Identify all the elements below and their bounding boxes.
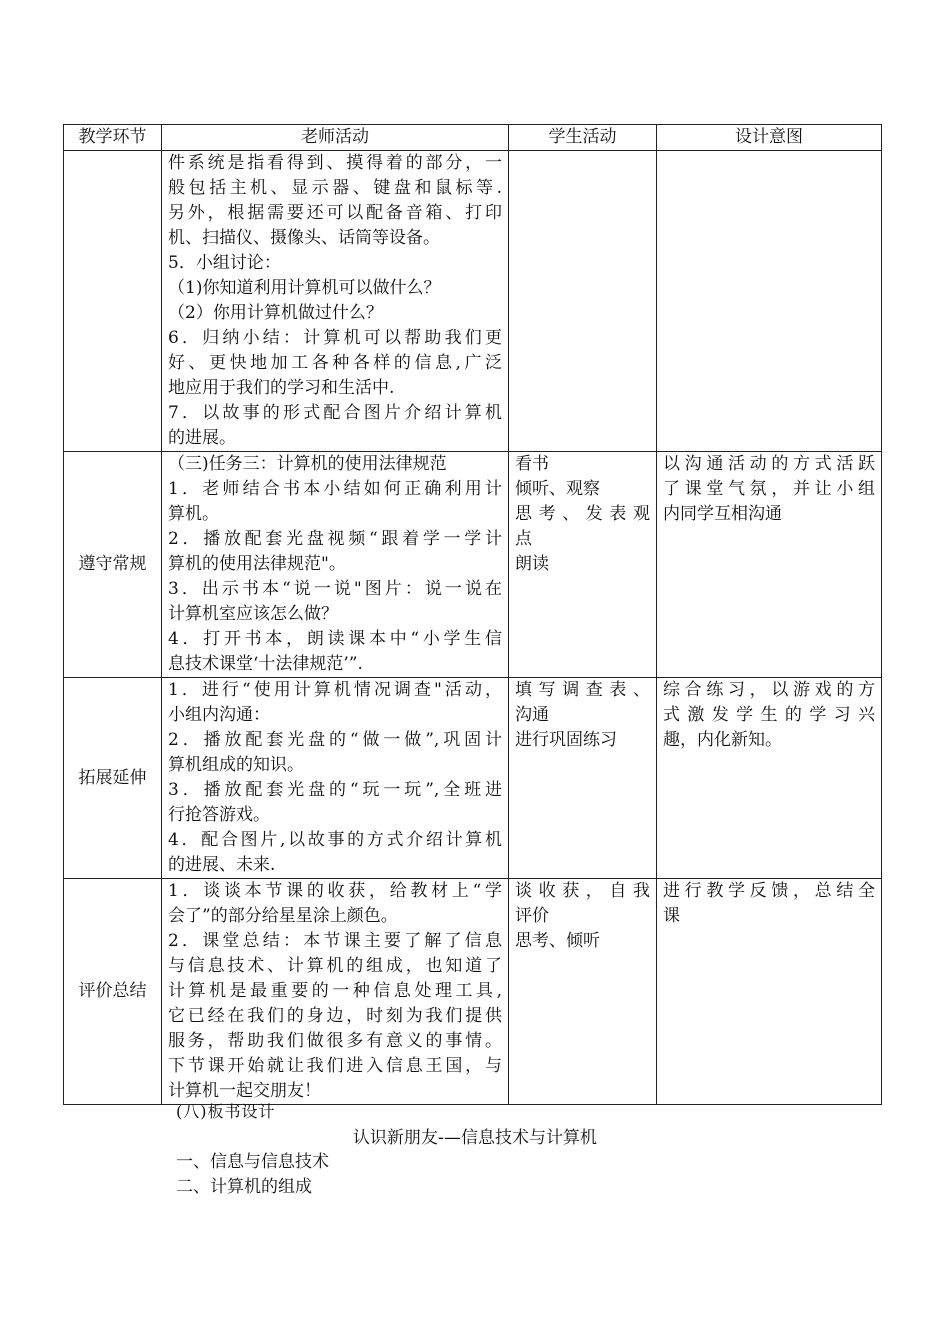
student-activity-cell	[509, 678, 657, 879]
table-row	[64, 151, 882, 452]
text-line: 计算机室应该怎么做？	[168, 604, 338, 624]
text-line: 的进展。	[168, 428, 236, 448]
text-line: 地应用于我们的学习和生活中.	[168, 378, 395, 398]
text-line: 2．课堂总结：本节课主要了解了信息	[168, 931, 502, 951]
text-line: 行抢答游戏。	[168, 805, 270, 825]
text-line: 3．出示书本“说一说"图片：说一说在	[168, 579, 502, 599]
design-intent-cell	[657, 452, 882, 678]
text-line: 趣，内化新知。	[663, 730, 782, 750]
teacher-activity-cell	[162, 678, 509, 879]
text-line: 看书	[515, 454, 549, 474]
design-intent-cell	[657, 678, 882, 879]
text-line: 机、扫描仪、摄像头、话筒等设备。	[168, 228, 440, 248]
text-line: 算机的使用法律规范"。	[168, 554, 346, 574]
text-line: 它已经在我们的身边，时刻为我们提供	[168, 1006, 502, 1026]
text-line: 了课堂气氛，并让小组	[663, 479, 875, 499]
text-line: 下节课开始就让我们进入信息王国，与	[168, 1056, 502, 1076]
text-line: 6．归纳小结：计算机可以帮助我们更	[168, 328, 502, 348]
table-row	[64, 879, 882, 1105]
text-line: 般包括主机、显示器、键盘和鼠标等.	[168, 178, 502, 198]
header-stage: 教学环节	[64, 125, 162, 151]
text-line: 课	[663, 906, 680, 926]
teacher-activity-cell	[162, 879, 509, 1105]
text-line: （1)你知道利用计算机可以做什么？	[168, 278, 441, 298]
text-line: 2．播放配套光盘视频“跟着学一学计	[168, 529, 502, 549]
board-design-label: (八)板书设计	[176, 1102, 276, 1121]
text-line: 件系统是指看得到、摸得着的部分，一	[168, 153, 502, 173]
text-line: 内同学互相沟通	[663, 504, 782, 524]
text-line: 息技术课堂‘十法律规范’”.	[168, 654, 363, 674]
design-intent-cell	[657, 879, 882, 1105]
text-line: 计算机是最重要的一种信息处理工具,	[168, 981, 502, 1001]
text-line: 服务，帮助我们做很多有意义的事情。	[168, 1031, 502, 1051]
text-line: 思考、发表观	[515, 504, 650, 524]
stage-cell: 评价总结	[64, 879, 162, 1105]
text-line: 1．老师结合书本小结如何正确利用计	[168, 479, 502, 499]
text-line: 综合练习，以游戏的方	[663, 680, 875, 700]
text-line: 思考、倾听	[515, 931, 600, 951]
text-line: 另外，根据需要还可以配备音箱、打印	[168, 203, 502, 223]
student-activity-cell	[509, 452, 657, 678]
text-line: 的进展、未来.	[168, 855, 276, 875]
text-line: 以沟通活动的方式活跃	[663, 454, 875, 474]
text-line: 进行教学反馈，总结全	[663, 881, 875, 901]
table-header-row	[64, 125, 882, 151]
text-line: 算机。	[168, 504, 219, 524]
text-line: 小组内沟通：	[168, 705, 270, 725]
stage-cell: 拓展延伸	[64, 678, 162, 879]
text-line: 点	[515, 529, 532, 549]
header-design-intent: 设计意图	[657, 125, 882, 151]
text-line: （2）你用计算机做过什么？	[168, 303, 383, 323]
text-line: 沟通	[515, 705, 549, 725]
text-line: 算机组成的知识。	[168, 755, 304, 775]
text-line: 4．配合图片,以故事的方式介绍计算机	[168, 830, 502, 850]
text-line: 谈收获，自我	[515, 881, 650, 901]
text-line: 3．播放配套光盘的“玩一玩”,全班进	[168, 780, 502, 800]
text-line: （三)任务三：计算机的使用法律规范	[168, 454, 447, 474]
stage-cell: 遵守常规	[64, 452, 162, 678]
header-student-activity: 学生活动	[509, 125, 657, 151]
table-row	[64, 452, 882, 678]
board-item: 二、计算机的组成	[176, 1177, 312, 1197]
teacher-activity-cell	[162, 151, 509, 452]
text-line: 倾听、观察	[515, 479, 600, 499]
stage-cell	[64, 151, 162, 452]
table-row	[64, 678, 882, 879]
text-line: 进行巩固练习	[515, 730, 617, 750]
text-line: 评价	[515, 906, 549, 926]
text-line: 会了”的部分给星星涂上颜色。	[168, 906, 398, 926]
text-line: 填写调查表、	[515, 680, 650, 700]
text-line: 与信息技术、计算机的组成，也知道了	[168, 956, 502, 976]
student-activity-cell	[509, 151, 657, 452]
text-line: 5．小组讨论：	[168, 253, 281, 273]
text-line: 朗读	[515, 554, 549, 574]
board-item: 一、信息与信息技术	[176, 1152, 329, 1172]
lesson-plan-table	[63, 124, 882, 1105]
text-line: 式激发学生的学习兴	[663, 705, 875, 725]
board-design-title: 认识新朋友-—信息技术与计算机	[352, 1128, 598, 1148]
text-line: 2．播放配套光盘的“做一做”,巩固计	[168, 730, 502, 750]
design-intent-cell	[657, 151, 882, 452]
header-teacher-activity: 老师活动	[162, 125, 509, 151]
text-line: 4．打开书本，朗读课本中“小学生信	[168, 629, 502, 649]
text-line: 1．进行“使用计算机情况调查"活动，	[168, 680, 502, 700]
student-activity-cell	[509, 879, 657, 1105]
text-line: 好、更快地加工各种各样的信息,广泛	[168, 353, 502, 373]
teacher-activity-cell	[162, 452, 509, 678]
text-line: 7．以故事的形式配合图片介绍计算机	[168, 403, 502, 423]
text-line: 1．谈谈本节课的收获，给教材上“学	[168, 881, 502, 901]
text-line: 计算机一起交朋友！	[168, 1081, 321, 1101]
